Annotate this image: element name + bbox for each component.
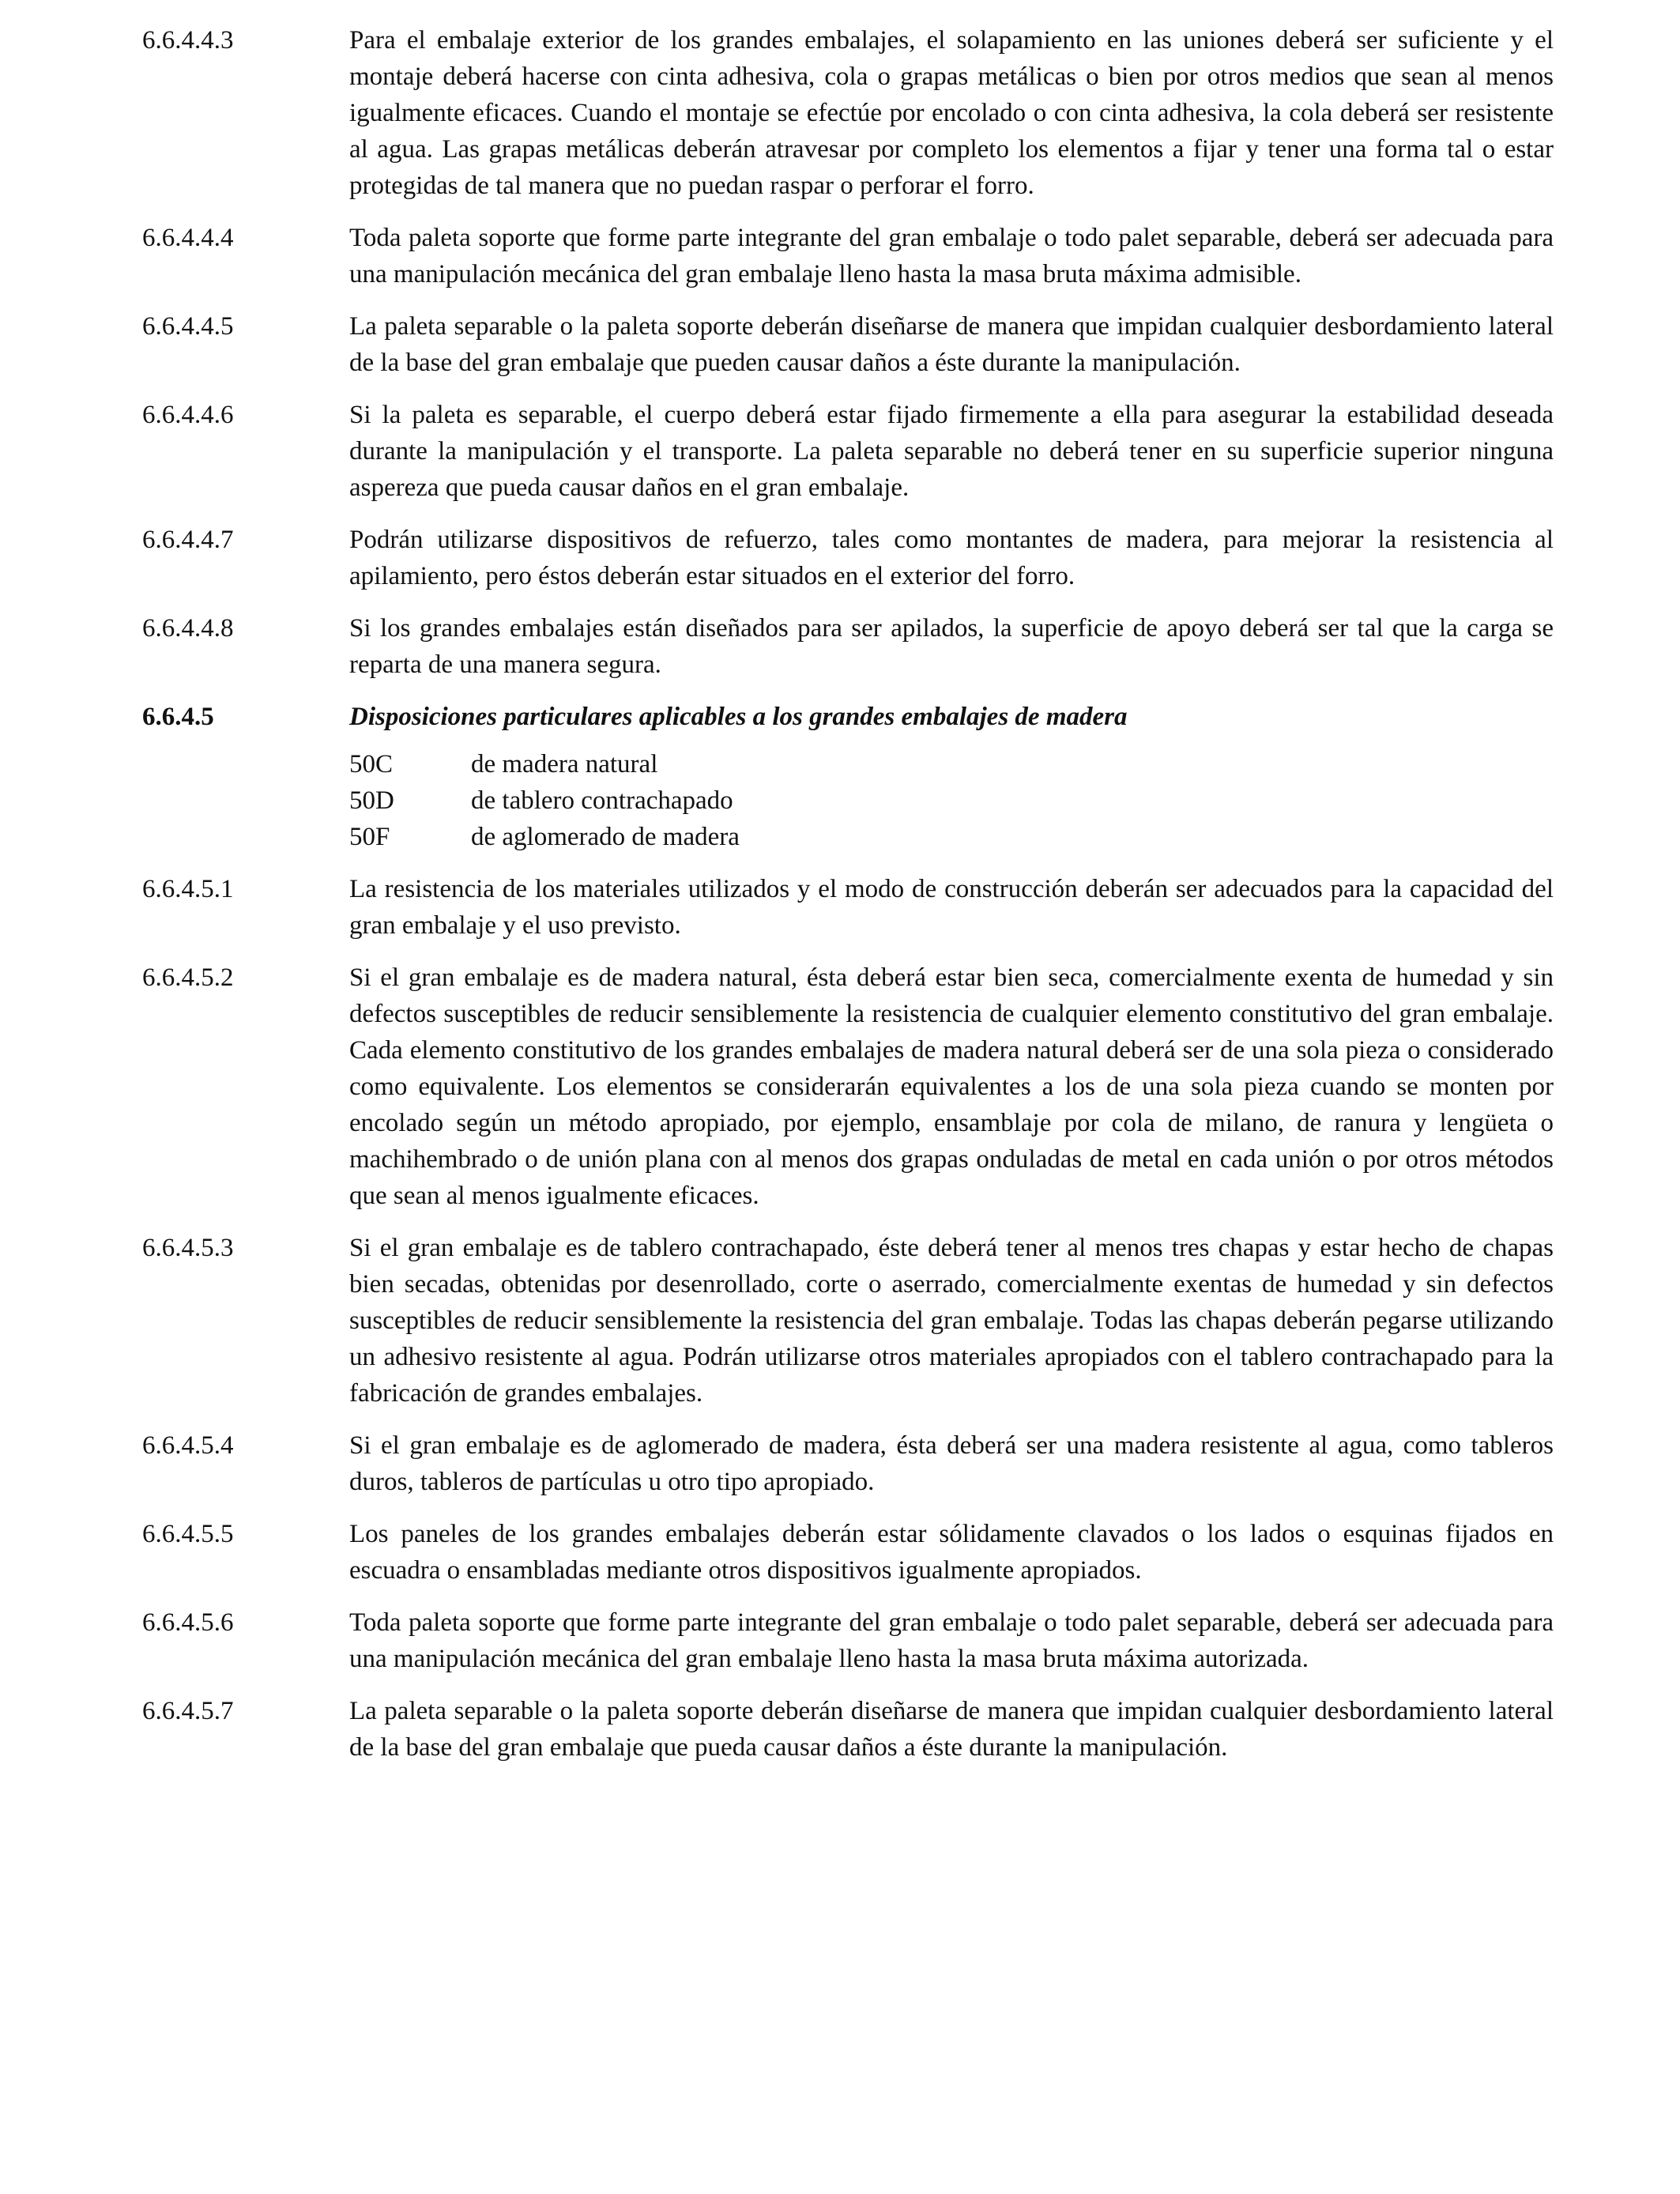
paragraph-6-6-4-4-4 bbox=[142, 220, 1554, 292]
section-heading-6-6-4-5 bbox=[142, 699, 1554, 735]
paragraph-number: 6.6.4.4.8 bbox=[142, 614, 234, 643]
code-label: de aglomerado de madera bbox=[471, 823, 740, 851]
paragraph-6-6-4-4-3 bbox=[142, 22, 1554, 204]
paragraph-text: La resistencia de los materiales utilizados y el modo de construcción deberán ser adecuados para la capacidad del gran embalaje y el uso previsto. bbox=[349, 875, 1554, 940]
paragraph-6-6-4-5-2 bbox=[142, 959, 1554, 1214]
code-item bbox=[349, 819, 1060, 855]
paragraph-6-6-4-5-4 bbox=[142, 1427, 1554, 1500]
paragraph-text: Si el gran embalaje es de tablero contrachapado, éste deberá tener al menos tres chapas y estar hecho de chapas bien secadas, obtenidas por desenrollado, corte o aserrado, comercialmente exentas de humedad y sin defectos susceptibles de reducir sensiblemente la resistencia del gran embalaje. Todas las chapas deberán pegarse utilizando un adhesivo resistente al agua. Podrán utilizarse otros materiales apropiados con el tablero contrachapado para la fabricación de grandes embalajes. bbox=[349, 1234, 1554, 1408]
paragraph-text: La paleta separable o la paleta soporte deberán diseñarse de manera que impidan cualquier desbordamiento lateral de la base del gran embalaje que pueden causar daños a éste durante la manipulación. bbox=[349, 312, 1554, 377]
paragraph-6-6-4-5-3 bbox=[142, 1230, 1554, 1412]
paragraph-6-6-4-5-7 bbox=[142, 1693, 1554, 1766]
packaging-code-list bbox=[349, 746, 1060, 855]
paragraph-6-6-4-4-5 bbox=[142, 308, 1554, 381]
paragraph-text: Toda paleta soporte que forme parte integrante del gran embalaje o todo palet separable, deberá ser adecuada para una manipulación mecánica del gran embalaje lleno hasta la masa bruta máxima admisible. bbox=[349, 224, 1554, 288]
paragraph-6-6-4-5-5 bbox=[142, 1516, 1554, 1589]
paragraph-number: 6.6.4.5.5 bbox=[142, 1520, 234, 1548]
paragraph-6-6-4-5-1 bbox=[142, 871, 1554, 944]
code-value: 50D bbox=[349, 786, 394, 815]
paragraph-number: 6.6.4.4.3 bbox=[142, 26, 234, 55]
paragraph-number: 6.6.4.4.6 bbox=[142, 401, 234, 429]
code-value: 50F bbox=[349, 823, 390, 851]
paragraph-text: Si la paleta es separable, el cuerpo deberá estar fijado firmemente a ella para asegurar la estabilidad deseada durante la manipulación y el transporte. La paleta separable no deberá tener en su superficie superior ninguna aspereza que pueda causar daños en el gran embalaje. bbox=[349, 401, 1554, 502]
paragraph-number: 6.6.4.5.1 bbox=[142, 875, 234, 903]
paragraph-6-6-4-4-7 bbox=[142, 522, 1554, 594]
code-value: 50C bbox=[349, 750, 394, 778]
paragraph-6-6-4-4-6 bbox=[142, 397, 1554, 506]
paragraph-text: Si el gran embalaje es de madera natural, ésta deberá estar bien seca, comercialmente exenta de humedad y sin defectos susceptibles de reducir sensiblemente la resistencia de cualquier elemento constitutivo del gran embalaje. Cada elemento constitutivo de los grandes embalajes de madera natural deberá ser de una sola pieza o considerado como equivalente. Los elementos se considerarán equivalentes a los de una sola pieza cuando se monten por encolado según un método apropiado, por ejemplo, ensamblaje por cola de milano, de ranura y lengüeta o machihembrado o de unión plana con al menos dos grapas onduladas de metal en cada unión o por otros métodos que sean al menos igualmente eficaces. bbox=[349, 963, 1554, 1210]
paragraph-number: 6.6.4.5.2 bbox=[142, 963, 234, 992]
paragraph-text: Si el gran embalaje es de aglomerado de madera, ésta deberá ser una madera resistente al agua, como tableros duros, tableros de partículas u otro tipo apropiado. bbox=[349, 1431, 1554, 1496]
paragraph-text: Si los grandes embalajes están diseñados para ser apilados, la superficie de apoyo deberá ser tal que la carga se reparta de una manera segura. bbox=[349, 614, 1554, 679]
paragraph-text: Para el embalaje exterior de los grandes embalajes, el solapamiento en las uniones deberá ser suficiente y el montaje deberá hacerse con cinta adhesiva, cola o grapas metálicas o bien por otros medios que sean al menos igualmente eficaces. Cuando el montaje se efectúe por encolado o con cinta adhesiva, la cola deberá ser resistente al agua. Las grapas metálicas deberán atravesar por completo los elementos a fijar y tener una forma tal o estar protegidas de tal manera que no puedan raspar o perforar el forro. bbox=[349, 26, 1554, 200]
section-number: 6.6.4.5 bbox=[142, 703, 214, 731]
paragraph-number: 6.6.4.5.3 bbox=[142, 1234, 234, 1262]
code-item bbox=[349, 782, 1060, 819]
paragraph-6-6-4-4-8 bbox=[142, 610, 1554, 683]
paragraph-text: Toda paleta soporte que forme parte integrante del gran embalaje o todo palet separable, deberá ser adecuada para una manipulación mecánica del gran embalaje lleno hasta la masa bruta máxima autorizada. bbox=[349, 1608, 1554, 1673]
paragraph-text: Los paneles de los grandes embalajes deberán estar sólidamente clavados o los lados o esquinas fijados en escuadra o ensambladas mediante otros dispositivos igualmente apropiados. bbox=[349, 1520, 1554, 1585]
paragraph-number: 6.6.4.4.4 bbox=[142, 224, 234, 252]
code-item bbox=[349, 746, 1060, 782]
paragraph-number: 6.6.4.5.4 bbox=[142, 1431, 234, 1460]
paragraph-text: Podrán utilizarse dispositivos de refuerzo, tales como montantes de madera, para mejorar la resistencia al apilamiento, pero éstos deberán estar situados en el exterior del forro. bbox=[349, 526, 1554, 590]
paragraph-number: 6.6.4.5.7 bbox=[142, 1697, 234, 1725]
code-label: de tablero contrachapado bbox=[471, 786, 733, 815]
paragraph-number: 6.6.4.4.7 bbox=[142, 526, 234, 554]
paragraph-number: 6.6.4.5.6 bbox=[142, 1608, 234, 1637]
paragraph-text: La paleta separable o la paleta soporte deberán diseñarse de manera que impidan cualquier desbordamiento lateral de la base del gran embalaje que pueda causar daños a éste durante la manipulación. bbox=[349, 1697, 1554, 1762]
section-title: Disposiciones particulares aplicables a los grandes embalajes de madera bbox=[349, 703, 1128, 731]
paragraph-6-6-4-5-6 bbox=[142, 1604, 1554, 1677]
code-label: de madera natural bbox=[471, 750, 658, 778]
paragraph-number: 6.6.4.4.5 bbox=[142, 312, 234, 341]
